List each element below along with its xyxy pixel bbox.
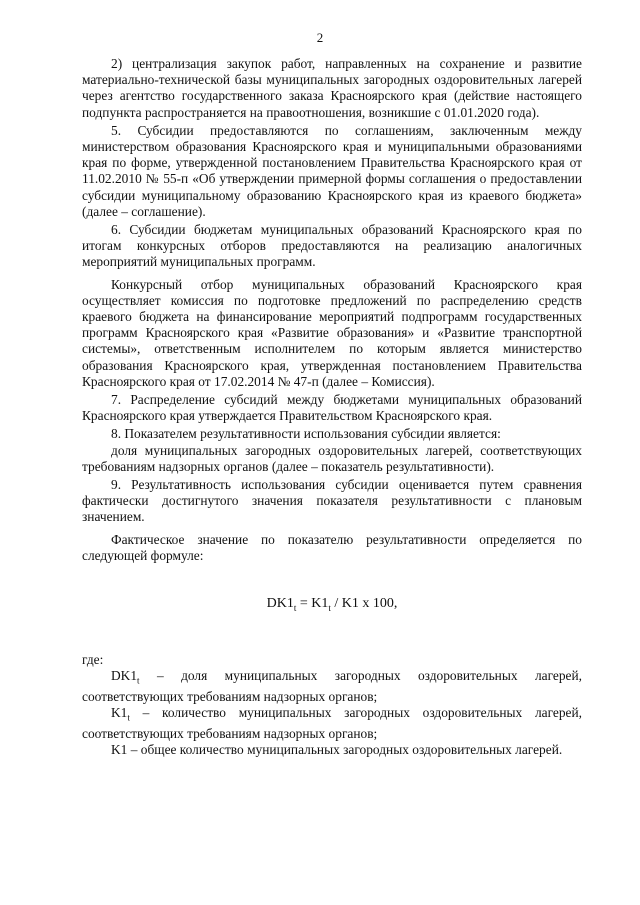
formula-eq: = bbox=[296, 596, 312, 612]
definition-k1t-symbol: K1 bbox=[111, 705, 128, 721]
definition-dk1t-symbol: DK1 bbox=[111, 668, 138, 684]
where-label: где: bbox=[82, 652, 104, 668]
definition-k1t bbox=[82, 705, 582, 742]
paragraph-competition: Конкурсный отбор муниципальных образований Красноярского края осуществляет комиссия по подготовке предложений по распределению средств краевого бюджета на финансирование мероприятий подпрограмм государственных программ Красноярского края «Развитие образования» и «Развитие транспортной системы», ответственным исполнителем по которым является министерство образования Красноярского края, утвержденная постановлением Правительства Красноярского края от 17.02.2014 № 47-п (далее – Комиссия). bbox=[82, 276, 582, 389]
definition-dk1t-text: – доля муниципальных загородных оздоровительных лагерей, соответствующих требованиям надзорных органов; bbox=[82, 668, 582, 705]
paragraph-formula-intro: Фактическое значение по показателю результативности определяется по следующей формуле: bbox=[82, 531, 582, 563]
paragraph-item-8: 8. Показателем результативности использования субсидии является: bbox=[111, 426, 501, 442]
paragraph-indicator: доля муниципальных загородных оздоровительных лагерей, соответствующих требованиям надзорных органов (далее – показатель результативности). bbox=[82, 442, 582, 474]
formula-rest: / K1 x 100, bbox=[330, 596, 398, 612]
paragraph-item-9: 9. Результативность использования субсидии оценивается путем сравнения фактически достигнутого значения показателя результативности с плановым значением. bbox=[82, 477, 582, 525]
document-body bbox=[82, 56, 582, 759]
definition-dk1t-sub: t bbox=[137, 675, 140, 686]
paragraph-item-7: 7. Распределение субсидий между бюджетами муниципальных образований Красноярского края утверждается Правительством Красноярского края. bbox=[82, 392, 582, 424]
formula-k1t: K1 bbox=[311, 596, 329, 612]
page-number: 2 bbox=[316, 30, 324, 45]
formula-lhs: DK1 bbox=[266, 596, 294, 612]
paragraph-item-5: 5. Субсидии предоставляются по соглашениям, заключенным между министерством образования Красноярского края и муниципальными образованиями края по форме, утвержденной постановлением Правительства Красноярского края от 11.02.2010 № 55-п «Об утверждении примерной формы соглашения о предоставлении субсидии муниципальному образованию Красноярского края из краевого бюджета» (далее – соглашение). bbox=[82, 122, 582, 219]
definition-k1t-text: – количество муниципальных загородных оздоровительных лагерей, соответствующих требованиям надзорных органов; bbox=[82, 705, 582, 742]
formula bbox=[82, 596, 582, 616]
definition-dk1t bbox=[82, 668, 582, 705]
paragraph-item-6: 6. Субсидии бюджетам муниципальных образований Красноярского края по итогам конкурсных отборов предоставляются на реализацию аналогичных мероприятий муниципальных программ. bbox=[82, 222, 582, 270]
definition-k1t-sub: t bbox=[127, 713, 130, 724]
definition-k1: K1 – общее количество муниципальных загородных оздоровительных лагерей. bbox=[111, 742, 563, 758]
formula-lhs-sub: t bbox=[293, 602, 297, 613]
formula-k1t-sub: t bbox=[328, 602, 331, 613]
paragraph-centralization: 2) централизация закупок работ, направленных на сохранение и развитие материально-технической базы муниципальных загородных оздоровительных лагерей через агентство государственного заказа Красноярского края (действие настоящего подпункта распространяется на правоотношения, возникшие с 01.01.2020 года). bbox=[82, 56, 582, 120]
